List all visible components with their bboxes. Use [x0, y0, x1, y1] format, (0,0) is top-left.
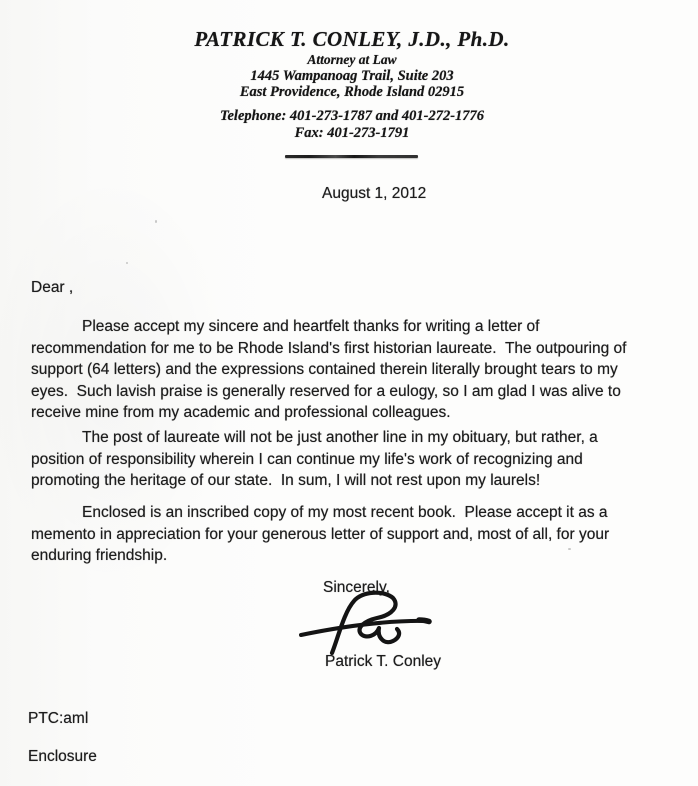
scan-speck: [126, 262, 128, 264]
letterhead-phone: Telephone: 401-273-1787 and 401-272-1776: [219, 108, 485, 124]
body-paragraph-1: [31, 316, 626, 424]
signed-name: Patrick T. Conley: [325, 653, 442, 670]
salutation: Dear ,: [31, 279, 74, 296]
valediction: Sincerely,: [323, 579, 390, 596]
enclosure-notation: Enclosure: [28, 748, 97, 765]
letter-body-line: promoting the heritage of our state. In sum, I will not rest upon my laurels!: [31, 472, 541, 489]
letter-body-line: memento in appreciation for your generous letter of support and, most of all, for your: [31, 525, 610, 543]
body-paragraph-3: [31, 502, 609, 567]
reference-initials: PTC:aml: [28, 710, 89, 727]
letterhead-address-line1: 1445 Wampanoag Trail, Suite 203: [250, 68, 454, 84]
body-paragraph-2: [31, 427, 598, 492]
letter-body-line: Enclosed is an inscribed copy of my most recent book. Please accept it as a: [82, 504, 608, 521]
letter-body-line: enduring friendship.: [31, 547, 168, 564]
letter-body-line: recommendation for me to be Rhode Island's first historian laureate. The outpouring of: [31, 339, 627, 357]
scan-speck: [568, 548, 571, 550]
scan-speck: [155, 220, 157, 223]
letterhead-name: PATRICK T. CONLEY, J.D., Ph.D.: [194, 27, 510, 51]
letter-body-line: The post of laureate will not be just another line in my obituary, but rather, a: [82, 429, 598, 446]
letter-body-line: support (64 letters) and the expressions contained therein literally brought tears to my: [31, 361, 618, 378]
letter-body-line: Please accept my sincere and heartfelt thanks for writing a letter of: [82, 318, 540, 335]
letter-body-line: position of responsibility wherein I can continue my life's work of recognizing and: [31, 450, 583, 468]
letter-date: August 1, 2012: [322, 185, 427, 202]
letter-body-line: receive mine from my academic and professional colleagues.: [31, 404, 451, 421]
handwritten-signature-icon: [295, 589, 440, 659]
letterhead-address-line2: East Providence, Rhode Island 02915: [239, 84, 465, 100]
letterhead-fax: Fax: 401-273-1791: [294, 125, 410, 141]
letterhead-divider-rule: [285, 155, 418, 158]
letter-body-line: eyes. Such lavish praise is generally reserved for a eulogy, so I am glad I was alive to: [31, 382, 621, 400]
letterhead-title: Attorney at Law: [307, 52, 397, 67]
